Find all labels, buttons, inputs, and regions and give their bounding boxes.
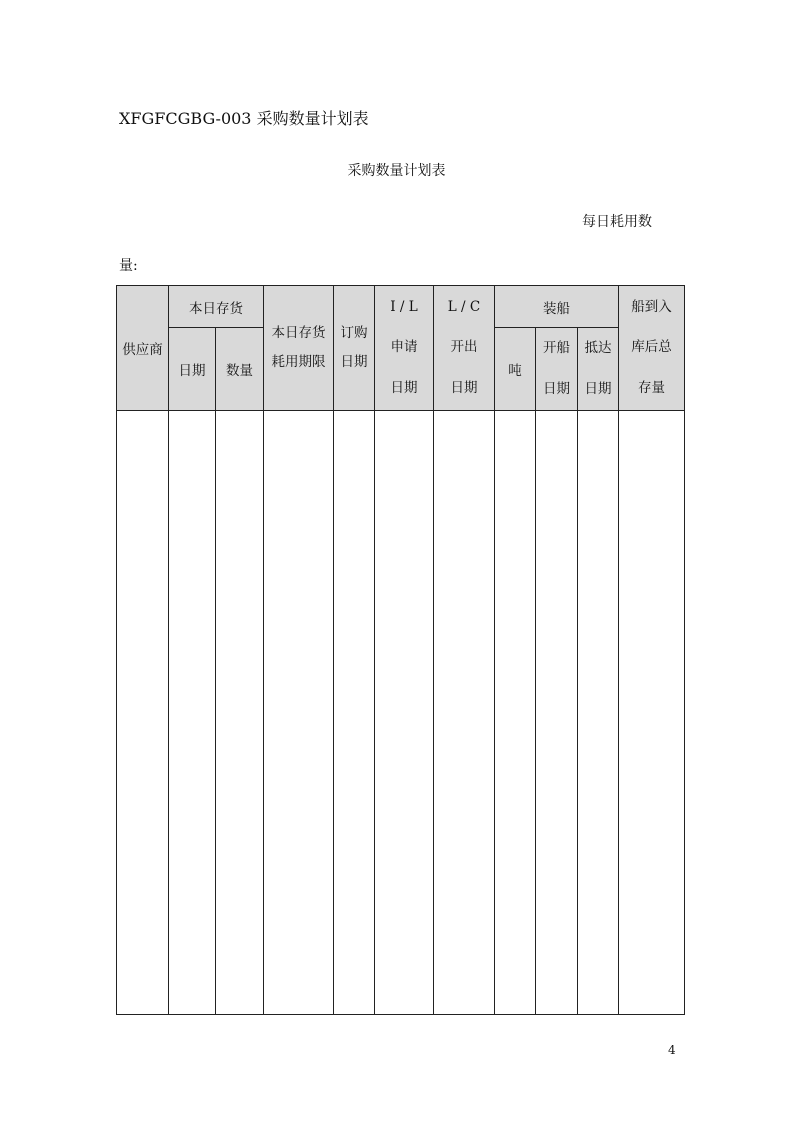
header-ton: 吨: [495, 328, 536, 411]
cell-ton: [495, 411, 536, 1015]
header-arrive-date: 抵达 日期: [578, 328, 619, 411]
cell-consume-period: [264, 411, 334, 1015]
cell-supplier: [117, 411, 169, 1015]
cell-depart-date: [536, 411, 578, 1015]
table-caption: 采购数量计划表: [347, 163, 446, 179]
header-lc-date: L / C 开出 日期: [434, 286, 495, 411]
document-title: XFGFCGBG-003 采购数量计划表: [119, 109, 369, 128]
daily-usage-label: 每日耗用数: [582, 214, 652, 230]
header-depart-date: 开船 日期: [536, 328, 578, 411]
cell-il-date: [375, 411, 434, 1015]
header-stock-today: 本日存货: [169, 286, 264, 328]
header-supplier: 供应商: [117, 286, 169, 411]
cell-order-date: [334, 411, 375, 1015]
cell-stock-date: [169, 411, 216, 1015]
purchase-plan-table: [116, 285, 685, 1015]
cell-arrive-date: [578, 411, 619, 1015]
table-row: [117, 411, 685, 1015]
header-il-date: I / L 申请 日期: [375, 286, 434, 411]
header-consume-period: 本日存货 耗用期限: [264, 286, 334, 411]
header-stock-qty: 数量: [216, 328, 264, 411]
header-shipping: 装船: [495, 286, 619, 328]
cell-lc-date: [434, 411, 495, 1015]
cell-stock-qty: [216, 411, 264, 1015]
cell-total-stock: [619, 411, 685, 1015]
header-total-stock: 船到入 库后总 存量: [619, 286, 685, 411]
header-order-date: 订购 日期: [334, 286, 375, 411]
page-number: 4: [668, 1043, 676, 1057]
daily-usage-label-cont: 量:: [119, 258, 138, 274]
header-stock-date: 日期: [169, 328, 216, 411]
